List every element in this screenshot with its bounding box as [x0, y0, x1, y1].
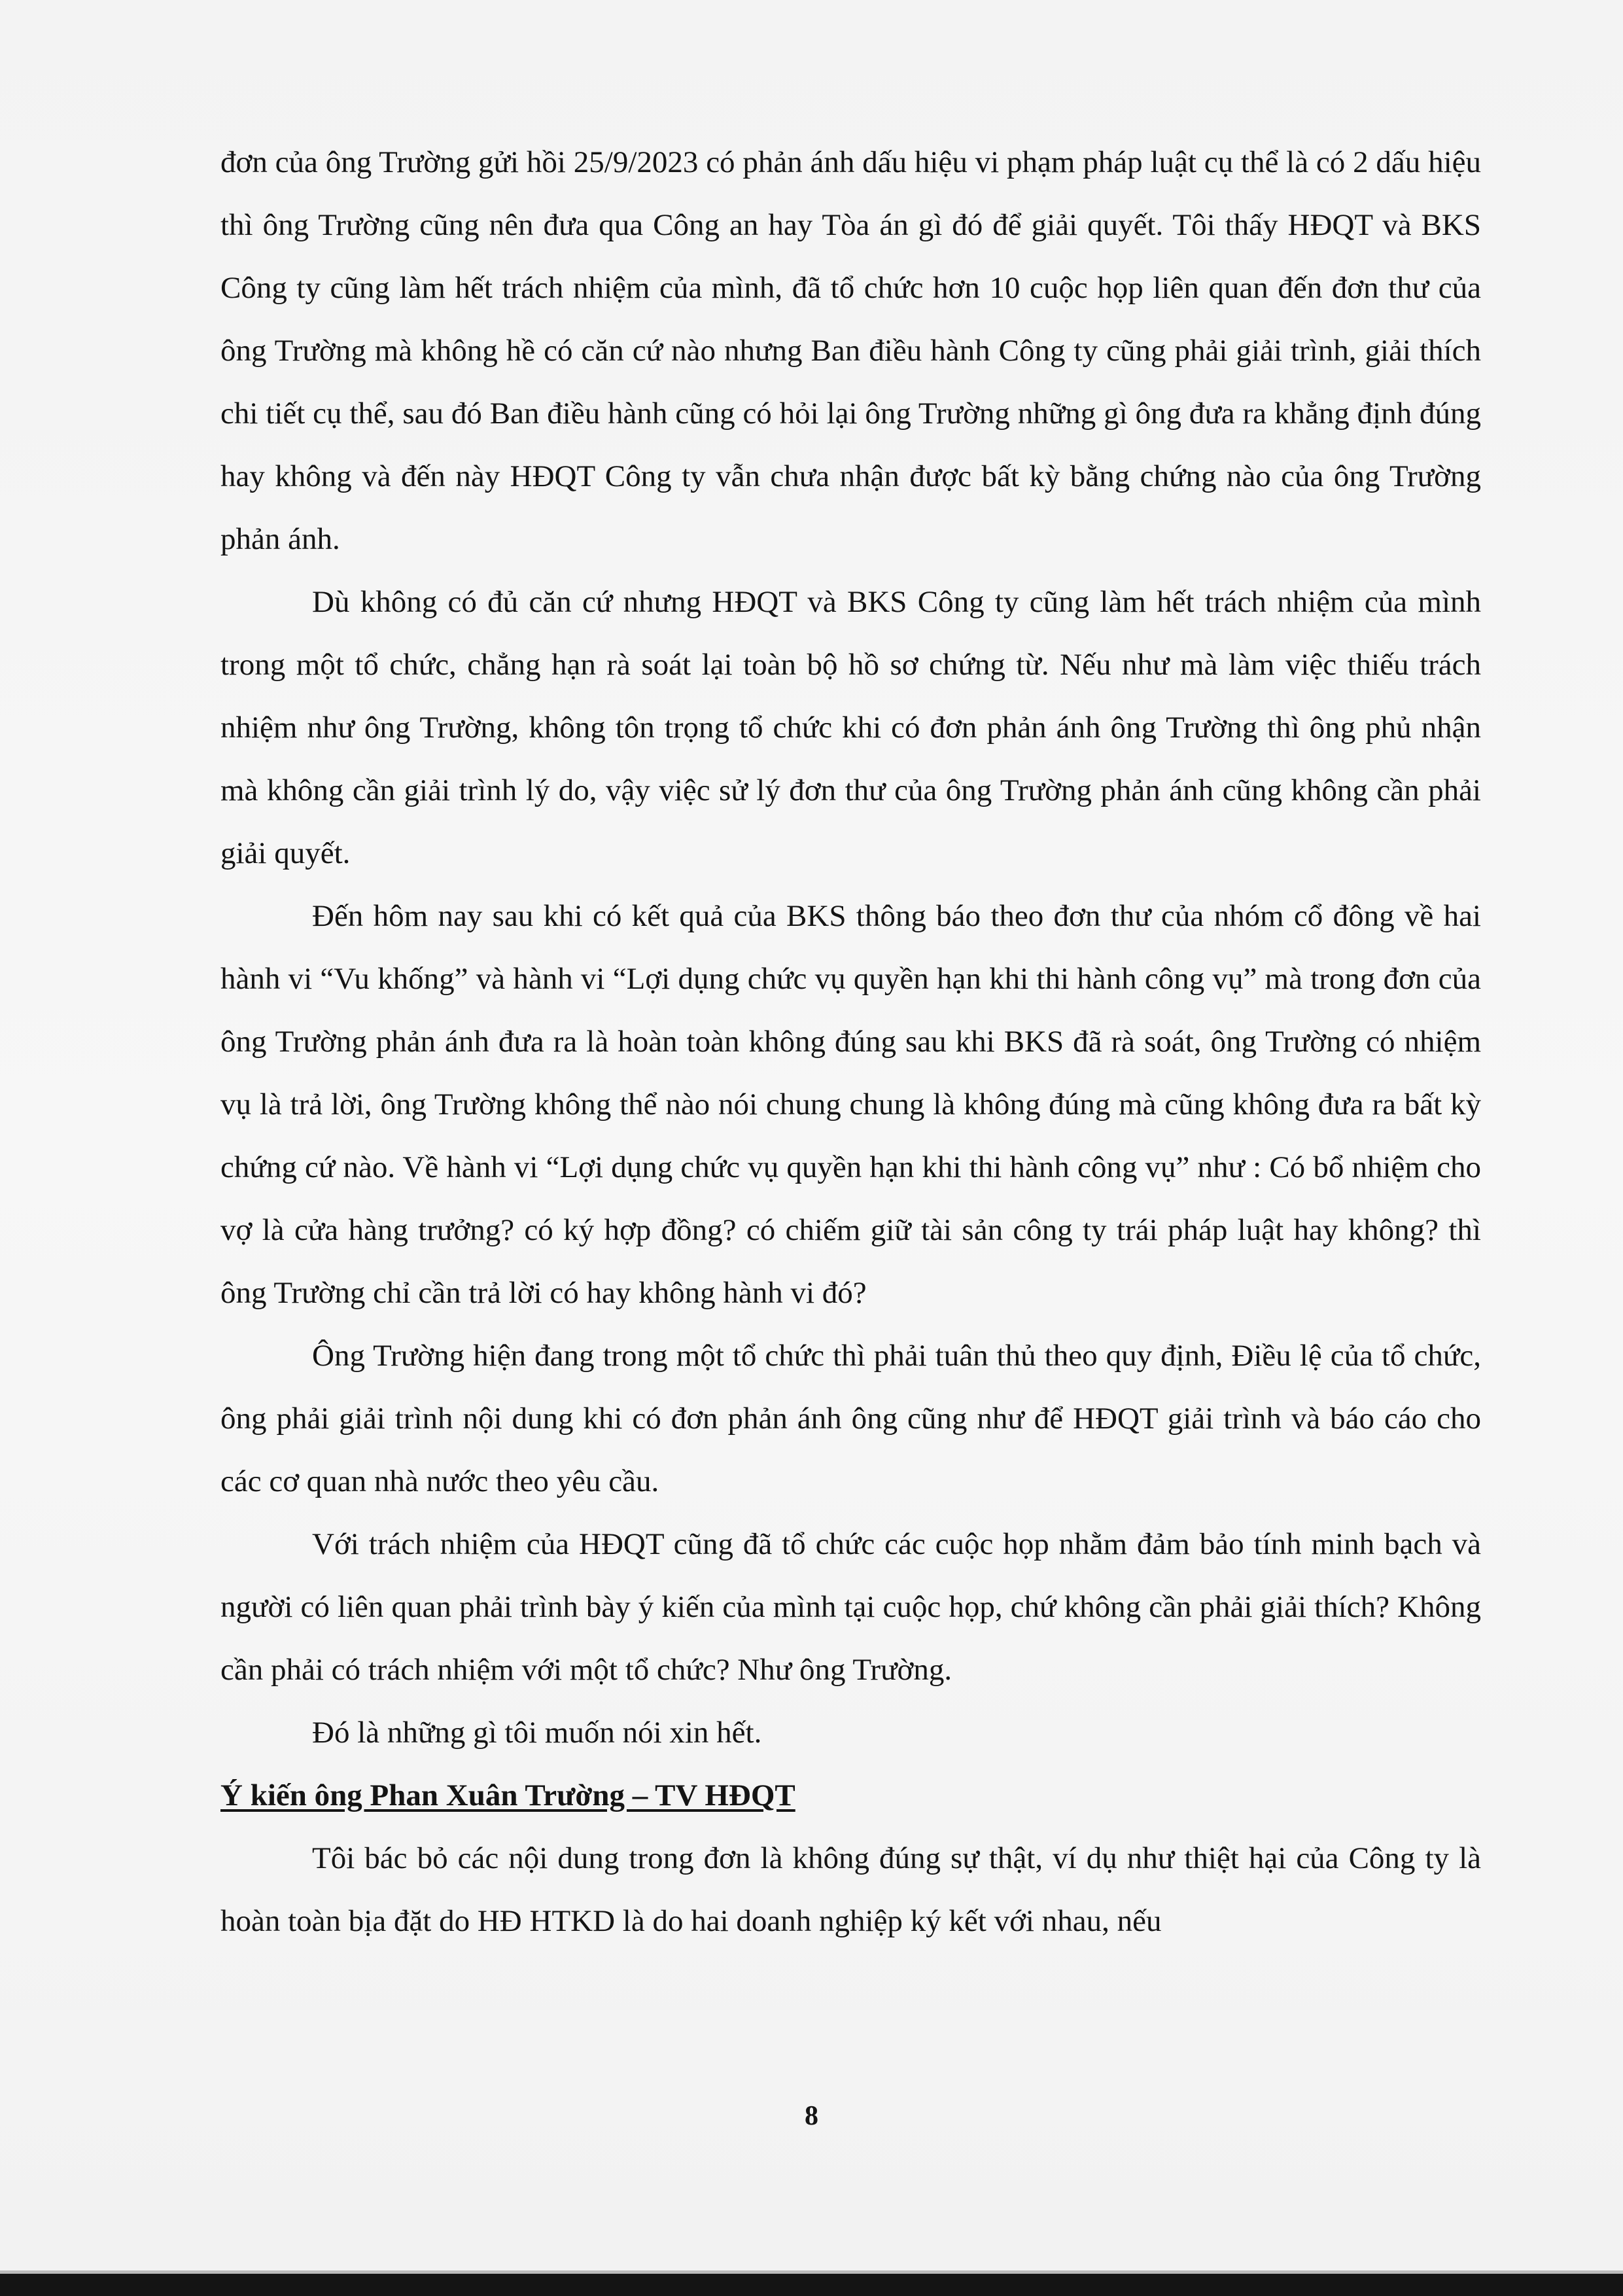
- document-body: [220, 131, 1481, 1952]
- paragraph: Ông Trường hiện đang trong một tổ chức thì phải tuân thủ theo quy định, Điều lệ của tổ chức, ông phải giải trình nội dung khi có đơn phản ánh ông cũng như để HĐQT giải trình và báo cáo cho các cơ quan nhà nước theo yêu cầu.: [220, 1339, 1481, 1498]
- paragraph-continued: đơn của ông Trường gửi hồi 25/9/2023 có phản ánh dấu hiệu vi phạm pháp luật cụ thể là có 2 dấu hiệu thì ông Trường cũng nên đưa qua Công an hay Tòa án gì đó để giải quyết. Tôi thấy HĐQT và BKS Công ty cũng làm hết trách nhiệm của mình, đã tổ chức hơn 10 cuộc họp liên quan đến đơn thư của ông Trường mà không hề có căn cứ nào nhưng Ban điều hành Công ty cũng phải giải trình, giải thích chi tiết cụ thể, sau đó Ban điều hành cũng có hỏi lại ông Trường những gì ông đưa ra khẳng định đúng hay không và đến này HĐQT Công ty vẫn chưa nhận được bất kỳ bằng chứng nào của ông Trường phản ánh.: [220, 145, 1481, 556]
- paragraph: Đó là những gì tôi muốn nói xin hết.: [312, 1716, 762, 1750]
- closing-paragraph: Tôi bác bỏ các nội dung trong đơn là không đúng sự thật, ví dụ như thiệt hại của Công ty là hoàn toàn bịa đặt do HĐ HTKD là do hai doanh nghiệp ký kết với nhau, nếu: [220, 1841, 1481, 1938]
- page-number: 8: [805, 2101, 818, 2131]
- section-heading: [220, 1764, 1481, 1827]
- paragraph: Đến hôm nay sau khi có kết quả của BKS thông báo theo đơn thư của nhóm cổ đông về hai hành vi “Vu khống” và hành vi “Lợi dụng chức vụ quyền hạn khi thi hành công vụ” mà trong đơn của ông Trường phản ánh đưa ra là hoàn toàn không đúng sau khi BKS đã rà soát, ông Trường có nhiệm vụ là trả lời, ông Trường không thể nào nói chung chung là không đúng mà cũng không đưa ra bất kỳ chứng cứ nào. Về hành vi “Lợi dụng chức vụ quyền hạn khi thi hành công vụ” như : Có bổ nhiệm cho vợ là cửa hàng trưởng? có ký hợp đồng? có chiếm giữ tài sản công ty trái pháp luật hay không? thì ông Trường chỉ cần trả lời có hay không hành vi đó?: [220, 899, 1481, 1310]
- scan-bottom-edge: [0, 2274, 1623, 2296]
- paragraph: Dù không có đủ căn cứ nhưng HĐQT và BKS Công ty cũng làm hết trách nhiệm của mình trong một tổ chức, chẳng hạn rà soát lại toàn bộ hồ sơ chứng từ. Nếu như mà làm việc thiếu trách nhiệm như ông Trường, không tôn trọng tổ chức khi có đơn phản ánh ông Trường thì ông phủ nhận mà không cần giải trình lý do, vậy việc sử lý đơn thư của ông Trường phản ánh cũng không cần phải giải quyết.: [220, 585, 1481, 870]
- paragraph: Với trách nhiệm của HĐQT cũng đã tổ chức các cuộc họp nhằm đảm bảo tính minh bạch và người có liên quan phải trình bày ý kiến của mình tại cuộc họp, chứ không cần phải giải thích? Không cần phải có trách nhiệm với một tổ chức? Như ông Trường.: [220, 1527, 1481, 1687]
- section-heading-text: Ý kiến ông Phan Xuân Trường – TV HĐQT: [220, 1778, 795, 1812]
